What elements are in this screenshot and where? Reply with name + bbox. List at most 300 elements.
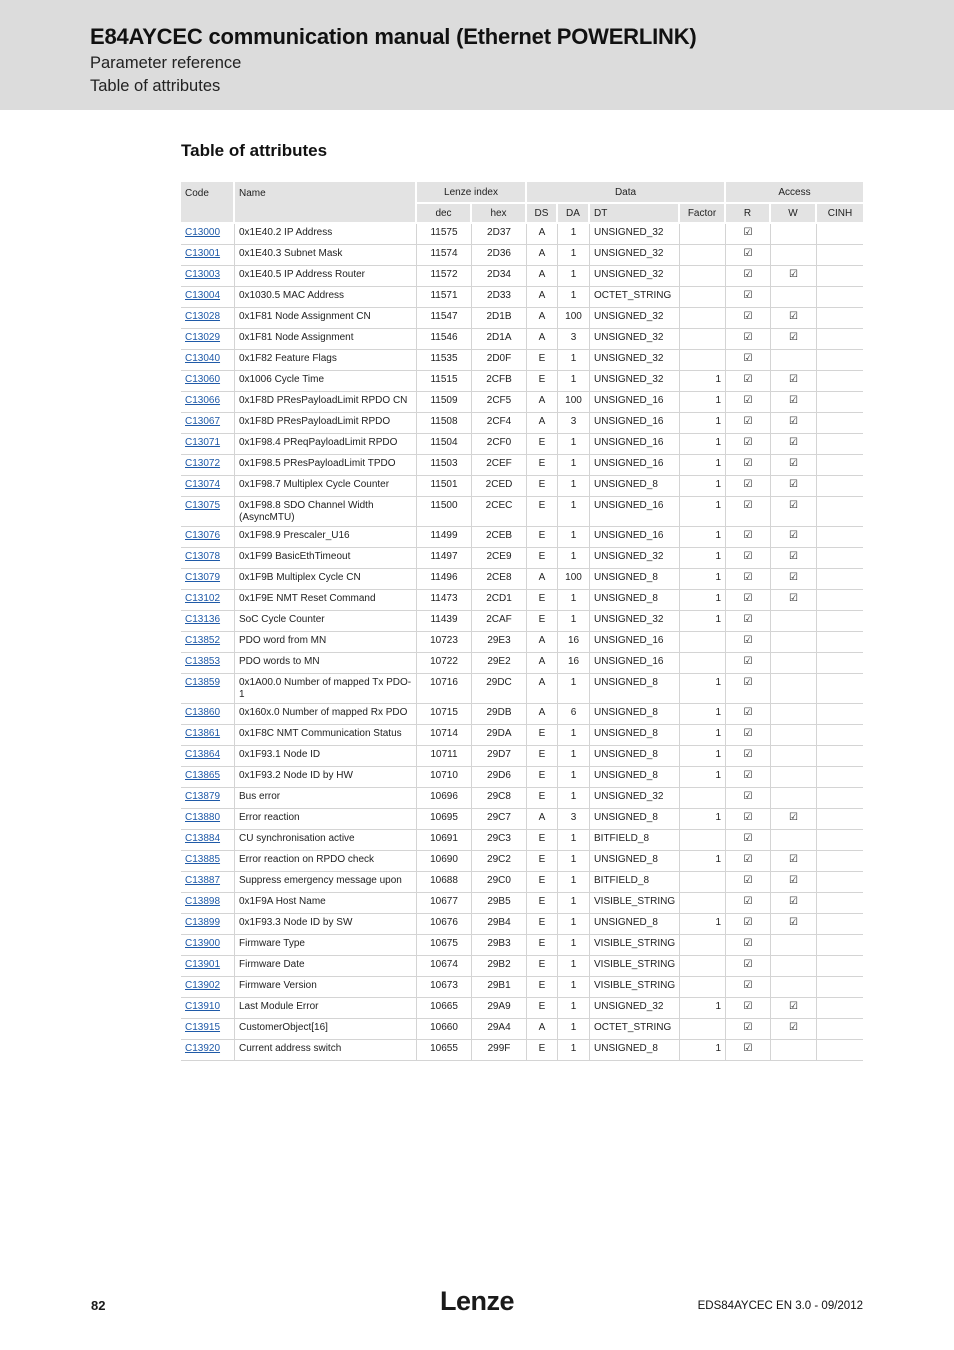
cell-access-w [771,611,817,632]
cell-access-cinh [817,308,863,329]
cell-access-w: ☑ [771,455,817,476]
cell-access-w [771,788,817,809]
cell-code [181,497,235,527]
cell-access-cinh [817,245,863,266]
cell-hex: 29B2 [472,956,527,977]
cell-access-cinh [817,455,863,476]
header-ds: DS [527,204,558,224]
cell-dt: UNSIGNED_32 [590,548,680,569]
cell-da: 1 [558,956,590,977]
cell-code [181,434,235,455]
cell-code [181,350,235,371]
cell-name: 0x1E40.3 Subnet Mask [235,245,417,266]
cell-dec: 10660 [417,1019,472,1040]
cell-code [181,767,235,788]
cell-name: 0x1F9A Host Name [235,893,417,914]
cell-access-r: ☑ [726,632,771,653]
code-link[interactable]: C13899 [185,917,221,928]
cell-ds: E [527,977,558,998]
cell-factor: 1 [680,413,726,434]
code-link[interactable]: C13004 [185,290,221,301]
cell-ds: E [527,851,558,872]
cell-name: CustomerObject[16] [235,1019,417,1040]
code-link[interactable]: C13900 [185,938,221,949]
table-row [181,674,863,704]
cell-name: 0x1F93.2 Node ID by HW [235,767,417,788]
header-dt: DT [590,204,680,224]
cell-dec: 10714 [417,725,472,746]
cell-access-r: ☑ [726,527,771,548]
cell-name: PDO words to MN [235,653,417,674]
code-link[interactable]: C13066 [185,395,221,406]
cell-dec: 11439 [417,611,472,632]
cell-hex: 29C7 [472,809,527,830]
cell-name: Suppress emergency message upon [235,872,417,893]
table-row [181,1019,863,1040]
cell-factor [680,653,726,674]
cell-name: 0x1F98.4 PReqPayloadLimit RPDO [235,434,417,455]
cell-access-w: ☑ [771,371,817,392]
table-row [181,476,863,497]
header-access: Access [726,182,863,204]
cell-access-r: ☑ [726,830,771,851]
cell-access-cinh [817,434,863,455]
cell-access-r: ☑ [726,725,771,746]
cell-dt: UNSIGNED_16 [590,527,680,548]
cell-ds: E [527,434,558,455]
cell-access-cinh [817,392,863,413]
cell-access-r: ☑ [726,956,771,977]
cell-da: 1 [558,476,590,497]
header-band [0,0,954,110]
code-link[interactable]: C13071 [185,437,221,448]
table-row [181,434,863,455]
cell-dt: UNSIGNED_8 [590,767,680,788]
cell-hex: 2CEC [472,497,527,527]
cell-name: 0x1F9B Multiplex Cycle CN [235,569,417,590]
code-link[interactable]: C13885 [185,854,221,865]
cell-dec: 10655 [417,1040,472,1061]
code-link[interactable]: C13910 [185,1001,221,1012]
cell-da: 100 [558,392,590,413]
cell-hex: 2CF4 [472,413,527,434]
cell-da: 100 [558,308,590,329]
cell-access-r: ☑ [726,569,771,590]
code-link[interactable]: C13136 [185,614,221,625]
cell-dec: 11473 [417,590,472,611]
cell-da: 1 [558,287,590,308]
cell-name: Error reaction [235,809,417,830]
code-link[interactable]: C13067 [185,416,221,427]
cell-dt: UNSIGNED_8 [590,704,680,725]
cell-dt: UNSIGNED_16 [590,497,680,527]
cell-factor: 1 [680,767,726,788]
cell-name: 0x1F93.3 Node ID by SW [235,914,417,935]
cell-factor [680,1019,726,1040]
cell-hex: 2CFB [472,371,527,392]
attributes-table [181,182,863,1061]
table-row [181,746,863,767]
cell-access-w: ☑ [771,392,817,413]
code-link[interactable]: C13887 [185,875,221,886]
cell-ds: E [527,998,558,1019]
cell-da: 1 [558,914,590,935]
cell-da: 1 [558,830,590,851]
cell-hex: 2CEF [472,455,527,476]
code-link[interactable]: C13029 [185,332,221,343]
cell-name: Last Module Error [235,998,417,1019]
cell-code [181,809,235,830]
cell-access-cinh [817,548,863,569]
cell-name: Current address switch [235,1040,417,1061]
cell-hex: 2CE9 [472,548,527,569]
cell-da: 1 [558,434,590,455]
cell-access-w: ☑ [771,914,817,935]
cell-code [181,830,235,851]
cell-da: 3 [558,329,590,350]
cell-access-r: ☑ [726,704,771,725]
cell-factor: 1 [680,548,726,569]
code-link[interactable]: C13001 [185,248,221,259]
code-link[interactable]: C13074 [185,479,221,490]
cell-hex: 2D1B [472,308,527,329]
cell-access-cinh [817,893,863,914]
cell-hex: 29C3 [472,830,527,851]
cell-access-w [771,977,817,998]
table-row [181,632,863,653]
cell-dec: 11547 [417,308,472,329]
cell-code [181,308,235,329]
cell-dec: 11500 [417,497,472,527]
attributes-table-body [181,224,863,1061]
table-row [181,956,863,977]
cell-access-r: ☑ [726,434,771,455]
cell-access-cinh [817,977,863,998]
cell-access-r: ☑ [726,872,771,893]
cell-code [181,590,235,611]
cell-factor [680,977,726,998]
cell-hex: 29DA [472,725,527,746]
code-link[interactable]: C13040 [185,353,221,364]
code-link[interactable]: C13852 [185,635,221,646]
cell-access-cinh [817,653,863,674]
cell-access-r: ☑ [726,935,771,956]
cell-code [181,266,235,287]
cell-name: CU synchronisation active [235,830,417,851]
cell-access-w: ☑ [771,569,817,590]
cell-dec: 11504 [417,434,472,455]
cell-ds: E [527,548,558,569]
table-row [181,830,863,851]
cell-dec: 10677 [417,893,472,914]
cell-hex: 29E3 [472,632,527,653]
cell-ds: A [527,569,558,590]
cell-dec: 11571 [417,287,472,308]
cell-name: 0x1E40.2 IP Address [235,224,417,245]
cell-ds: A [527,287,558,308]
cell-name: PDO word from MN [235,632,417,653]
cell-name: 0x1A00.0 Number of mapped Tx PDO-1 [235,674,417,704]
cell-access-cinh [817,632,863,653]
cell-dec: 11499 [417,527,472,548]
cell-access-cinh [817,1040,863,1061]
cell-access-w [771,746,817,767]
cell-da: 6 [558,704,590,725]
cell-code [181,476,235,497]
code-link[interactable]: C13102 [185,593,221,604]
cell-dt: UNSIGNED_32 [590,350,680,371]
header-cinh: CINH [817,204,863,224]
cell-hex: 2CF5 [472,392,527,413]
document-title: E84AYCEC communication manual (Ethernet POWERLINK) [90,24,697,49]
cell-name: 0x1F81 Node Assignment [235,329,417,350]
cell-ds: A [527,308,558,329]
cell-dec: 10722 [417,653,472,674]
cell-access-w: ☑ [771,590,817,611]
cell-access-w: ☑ [771,527,817,548]
cell-code [181,413,235,434]
cell-access-r: ☑ [726,392,771,413]
header-w: W [771,204,817,224]
cell-da: 1 [558,998,590,1019]
cell-access-r: ☑ [726,413,771,434]
code-link[interactable]: C13003 [185,269,221,280]
cell-code [181,455,235,476]
code-link[interactable]: C13079 [185,572,221,583]
cell-dec: 10690 [417,851,472,872]
code-link[interactable]: C13860 [185,707,221,718]
cell-access-w [771,830,817,851]
code-link[interactable]: C13861 [185,728,221,739]
table-row [181,569,863,590]
table-row [181,287,863,308]
cell-da: 1 [558,746,590,767]
cell-dt: UNSIGNED_16 [590,653,680,674]
code-link[interactable]: C13915 [185,1022,221,1033]
cell-dec: 11574 [417,245,472,266]
table-row [181,413,863,434]
code-link[interactable]: C13075 [185,500,221,511]
table-row [181,308,863,329]
cell-da: 1 [558,497,590,527]
cell-hex: 29B3 [472,935,527,956]
cell-access-r: ☑ [726,455,771,476]
cell-hex: 29C0 [472,872,527,893]
cell-access-cinh [817,956,863,977]
cell-access-r: ☑ [726,809,771,830]
cell-name: 0x1006 Cycle Time [235,371,417,392]
cell-access-cinh [817,1019,863,1040]
cell-hex: 2CF0 [472,434,527,455]
cell-ds: E [527,455,558,476]
cell-access-cinh [817,224,863,245]
code-link[interactable]: C13898 [185,896,221,907]
cell-access-w [771,767,817,788]
cell-hex: 2D37 [472,224,527,245]
cell-ds: E [527,788,558,809]
cell-code [181,653,235,674]
cell-access-w [771,725,817,746]
cell-code [181,548,235,569]
cell-name: 0x1F8D PResPayloadLimit RPDO [235,413,417,434]
cell-dt: OCTET_STRING [590,1019,680,1040]
header-data: Data [527,182,726,204]
cell-dt: UNSIGNED_16 [590,392,680,413]
cell-hex: 29B1 [472,977,527,998]
cell-dec: 11509 [417,392,472,413]
cell-ds: E [527,350,558,371]
cell-code [181,674,235,704]
cell-access-w: ☑ [771,266,817,287]
code-link[interactable]: C13920 [185,1043,221,1054]
cell-hex: 29D7 [472,746,527,767]
lenze-logo [430,1284,524,1318]
cell-access-w [771,224,817,245]
table-row [181,653,863,674]
breadcrumb-section: Table of attributes [90,77,221,95]
cell-name: 0x1F82 Feature Flags [235,350,417,371]
cell-access-cinh [817,287,863,308]
cell-factor: 1 [680,476,726,497]
code-link[interactable]: C13076 [185,530,221,541]
cell-hex: 2CD1 [472,590,527,611]
cell-factor: 1 [680,611,726,632]
cell-ds: E [527,590,558,611]
cell-code [181,392,235,413]
cell-access-r: ☑ [726,1019,771,1040]
cell-dec: 10673 [417,977,472,998]
cell-ds: A [527,245,558,266]
cell-dec: 11575 [417,224,472,245]
code-link[interactable]: C13901 [185,959,221,970]
cell-da: 16 [558,632,590,653]
code-link[interactable]: C13028 [185,311,221,322]
cell-access-cinh [817,704,863,725]
table-row [181,935,863,956]
table-row [181,245,863,266]
cell-name: 0x1F98.5 PResPayloadLimit TPDO [235,455,417,476]
cell-factor: 1 [680,704,726,725]
code-link[interactable]: C13884 [185,833,221,844]
cell-hex: 29A4 [472,1019,527,1040]
cell-access-r: ☑ [726,653,771,674]
table-row [181,767,863,788]
cell-factor: 1 [680,1040,726,1061]
cell-access-cinh [817,590,863,611]
cell-ds: E [527,935,558,956]
page-number: 82 [91,1298,106,1313]
cell-ds: A [527,1019,558,1040]
cell-dt: UNSIGNED_8 [590,725,680,746]
cell-hex: 29D6 [472,767,527,788]
cell-name: 0x1E40.5 IP Address Router [235,266,417,287]
cell-code [181,329,235,350]
cell-factor [680,350,726,371]
code-link[interactable]: C13879 [185,791,221,802]
cell-factor [680,935,726,956]
cell-dt: VISIBLE_STRING [590,977,680,998]
table-row [181,914,863,935]
code-link[interactable]: C13864 [185,749,221,760]
cell-code [181,569,235,590]
table-row [181,725,863,746]
cell-access-cinh [817,746,863,767]
cell-name: 0x1F98.8 SDO Channel Width (AsyncMTU) [235,497,417,527]
cell-da: 1 [558,245,590,266]
code-link[interactable]: C13072 [185,458,221,469]
cell-dt: UNSIGNED_32 [590,998,680,1019]
cell-access-w: ☑ [771,872,817,893]
code-link[interactable]: C13060 [185,374,221,385]
cell-access-r: ☑ [726,329,771,350]
code-link[interactable]: C13859 [185,677,221,688]
code-link[interactable]: C13000 [185,227,221,238]
cell-access-w [771,653,817,674]
cell-factor: 1 [680,455,726,476]
cell-dec: 11535 [417,350,472,371]
cell-hex: 29A9 [472,998,527,1019]
cell-da: 1 [558,548,590,569]
table-row [181,392,863,413]
cell-factor [680,266,726,287]
cell-ds: E [527,872,558,893]
cell-dt: VISIBLE_STRING [590,893,680,914]
cell-ds: A [527,809,558,830]
cell-code [181,977,235,998]
cell-hex: 2D33 [472,287,527,308]
cell-access-cinh [817,830,863,851]
cell-da: 3 [558,413,590,434]
cell-access-w [771,350,817,371]
cell-dec: 10715 [417,704,472,725]
header-dec: dec [417,204,472,224]
cell-code [181,956,235,977]
cell-dt: BITFIELD_8 [590,872,680,893]
header-name: Name [235,182,417,224]
cell-dt: UNSIGNED_32 [590,308,680,329]
code-link[interactable]: C13853 [185,656,221,667]
cell-code [181,371,235,392]
cell-access-cinh [817,527,863,548]
cell-name: 0x1F98.9 Prescaler_U16 [235,527,417,548]
cell-access-r: ☑ [726,998,771,1019]
cell-access-w [771,245,817,266]
cell-da: 1 [558,1040,590,1061]
cell-access-cinh [817,371,863,392]
cell-ds: E [527,497,558,527]
cell-access-cinh [817,413,863,434]
cell-access-cinh [817,497,863,527]
cell-factor [680,632,726,653]
code-link[interactable]: C13902 [185,980,221,991]
cell-factor [680,830,726,851]
cell-access-w: ☑ [771,329,817,350]
cell-ds: E [527,830,558,851]
cell-dt: UNSIGNED_16 [590,455,680,476]
code-link[interactable]: C13078 [185,551,221,562]
cell-dec: 10710 [417,767,472,788]
code-link[interactable]: C13865 [185,770,221,781]
cell-name: Error reaction on RPDO check [235,851,417,872]
cell-access-r: ☑ [726,371,771,392]
cell-name: SoC Cycle Counter [235,611,417,632]
cell-factor: 1 [680,569,726,590]
cell-dt: UNSIGNED_8 [590,809,680,830]
cell-factor: 1 [680,527,726,548]
header-lenze-index: Lenze index [417,182,527,204]
code-link[interactable]: C13880 [185,812,221,823]
cell-dt: UNSIGNED_32 [590,266,680,287]
